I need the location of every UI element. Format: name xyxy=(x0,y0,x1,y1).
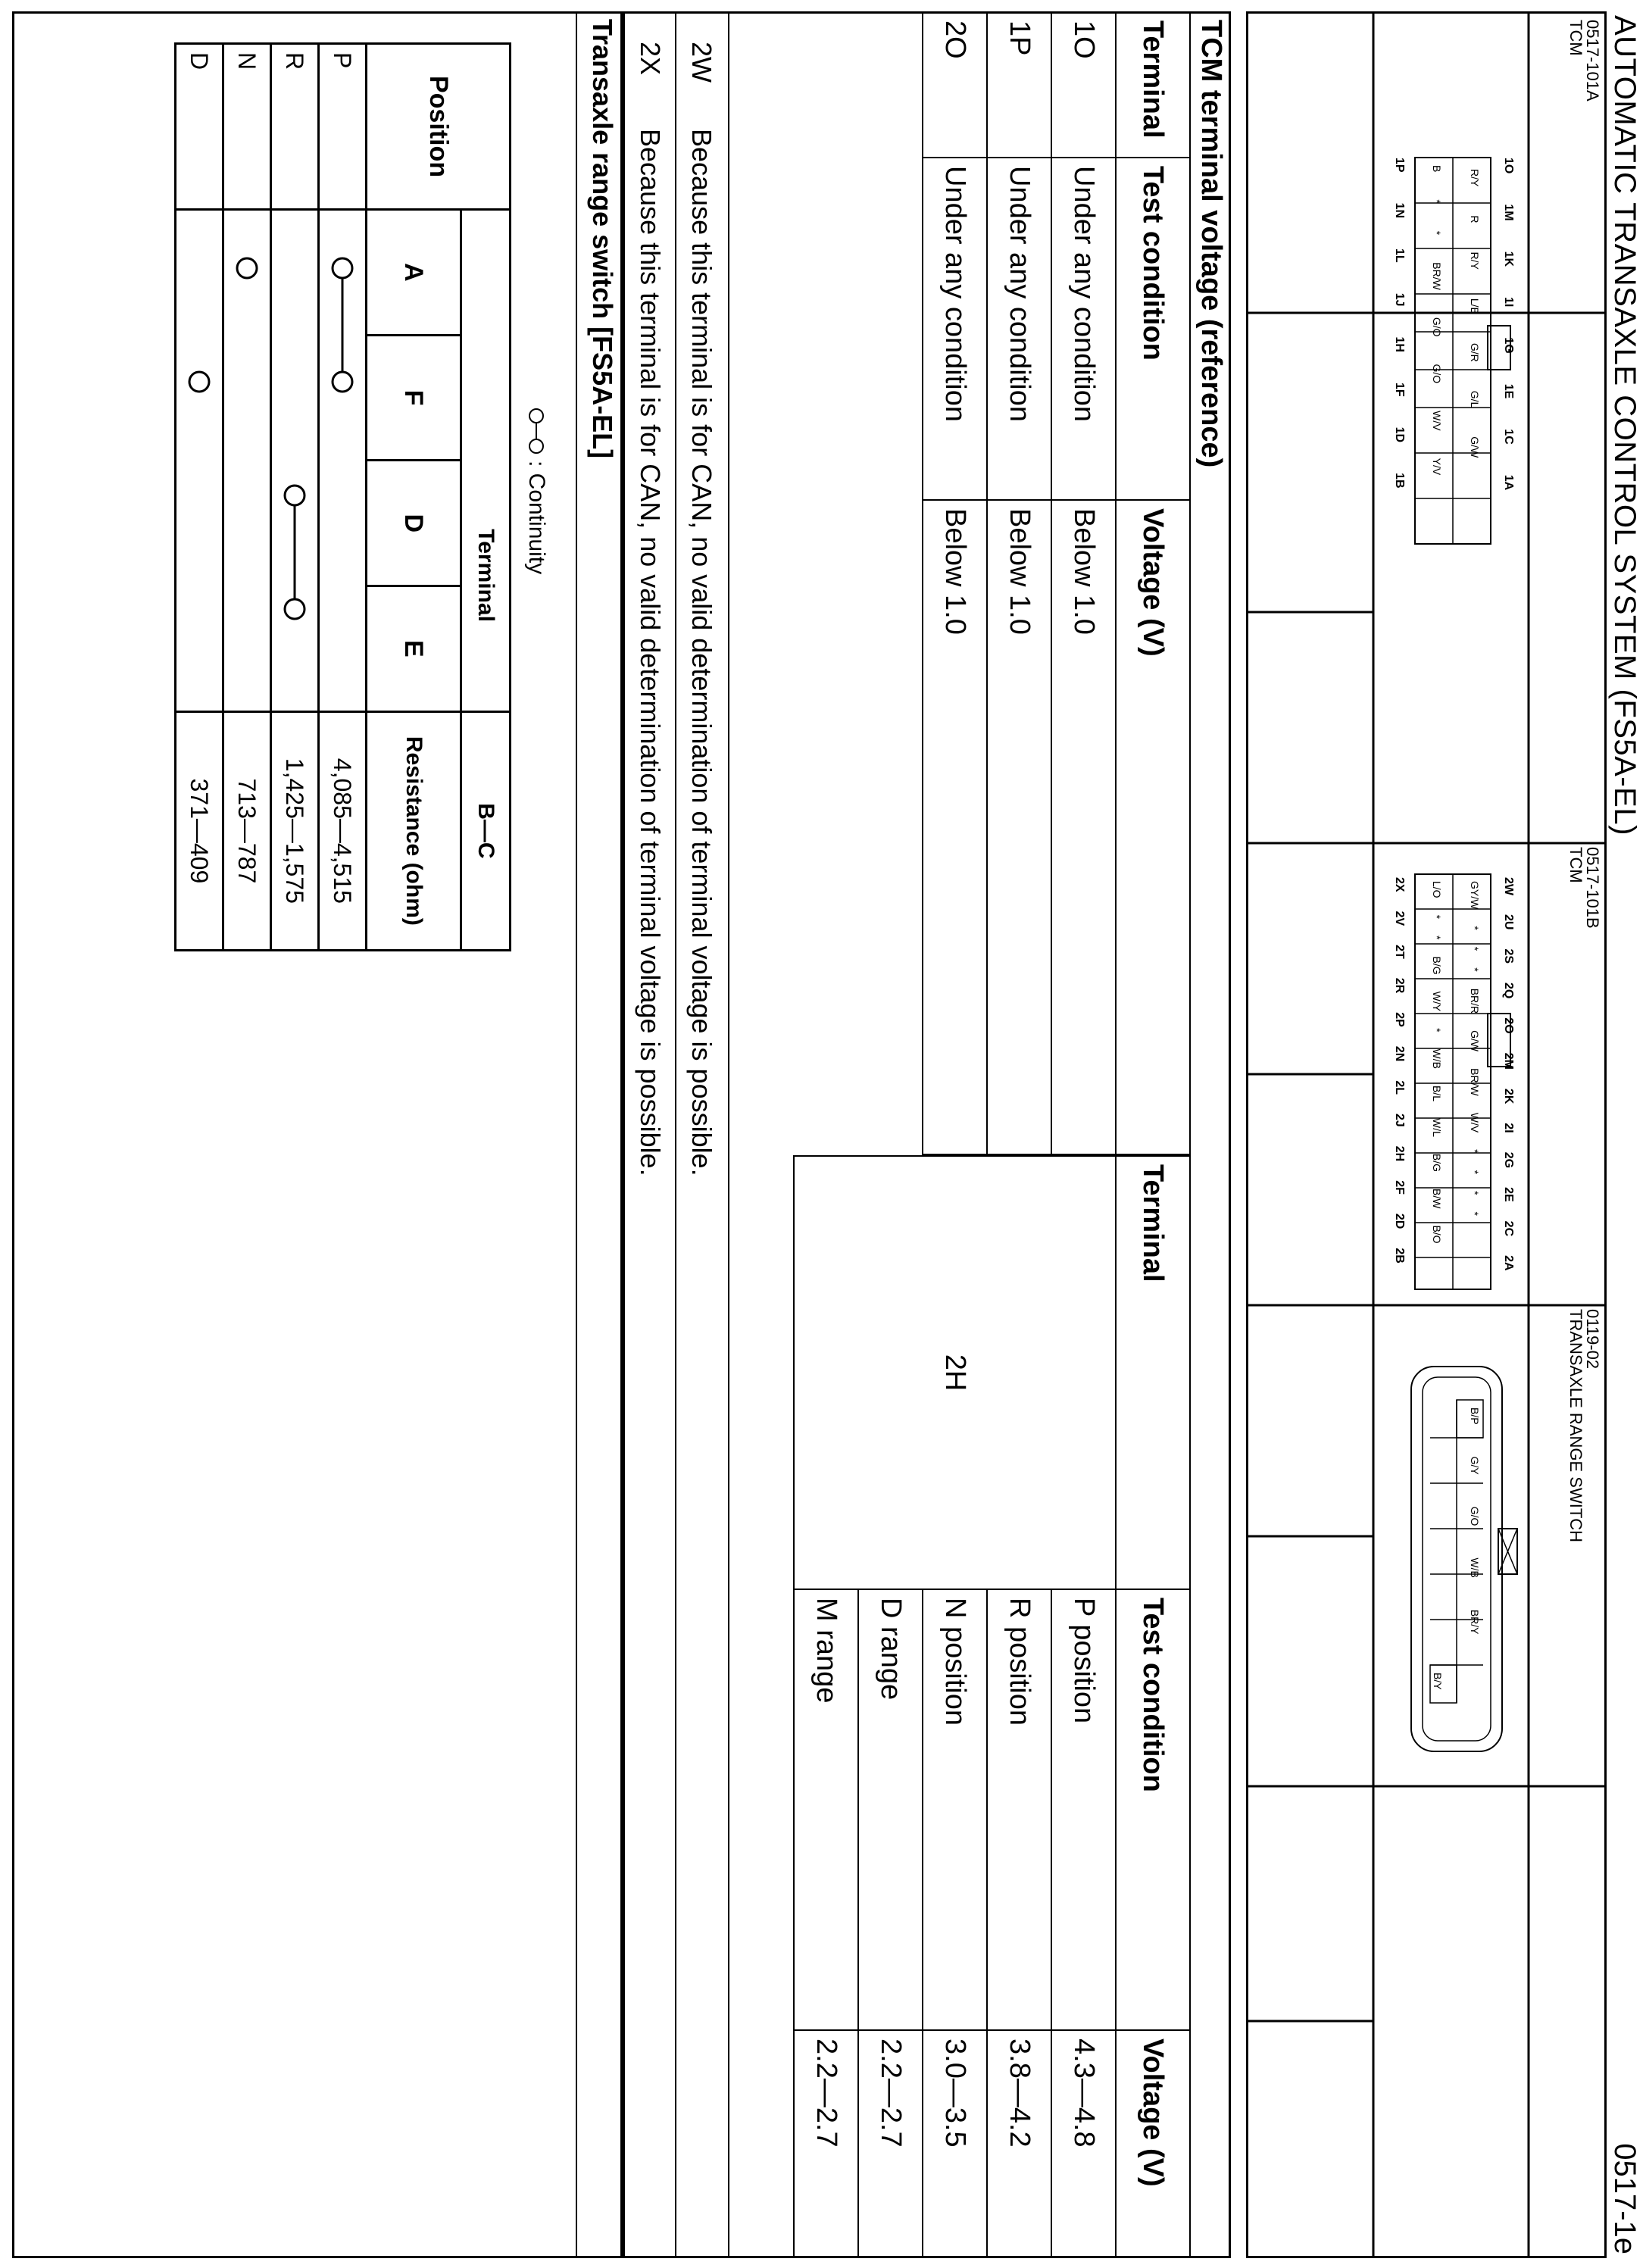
pin-label: 2S xyxy=(1502,948,1515,964)
pin-label: 1I xyxy=(1502,297,1515,308)
condition-cell: Under any condition xyxy=(987,158,1051,500)
tcm-a-bottom-wires xyxy=(1431,165,1443,475)
range-switch-code: 0119-02 xyxy=(1583,1309,1602,1370)
note-row xyxy=(622,11,676,2256)
wire-color: B/W xyxy=(1431,1189,1443,1209)
wire-color: * xyxy=(1431,914,1443,920)
pin-label: 2U xyxy=(1502,914,1515,930)
continuity-cell xyxy=(271,210,319,712)
wire-color: BR/W xyxy=(1469,1068,1481,1096)
position-cell: P xyxy=(319,44,367,210)
table-row xyxy=(319,44,367,951)
resistance-cell: 713—787 xyxy=(223,711,271,950)
wire-color: B/G xyxy=(1431,956,1443,975)
condition-cell: R position xyxy=(987,1589,1051,2030)
resistance-header-top: B—C xyxy=(461,711,511,950)
pin-label: 2L xyxy=(1393,1080,1406,1095)
table-row xyxy=(223,44,271,951)
pin-label: 1G xyxy=(1502,337,1515,354)
voltage-cell: Below 1.0 xyxy=(923,500,987,1154)
condition-cell: D range xyxy=(858,1589,923,2030)
pin-label: 1D xyxy=(1393,426,1406,443)
resistance-cell: 1,425—1,575 xyxy=(271,711,319,950)
pin-label: 2C xyxy=(1502,1220,1515,1237)
pin-label: 2D xyxy=(1393,1213,1406,1229)
pin-label: 1A xyxy=(1502,474,1515,491)
pin-label: 2I xyxy=(1502,1123,1515,1133)
pin-label: 1C xyxy=(1502,429,1515,445)
wire-color: Y/V xyxy=(1431,458,1443,476)
table-row xyxy=(987,12,1051,1154)
pin-label: 2K xyxy=(1502,1088,1515,1104)
column-header: Voltage (V) xyxy=(1116,500,1190,1154)
range-title-bar xyxy=(576,11,625,2256)
continuity-cell xyxy=(176,210,223,712)
wire-color: G/L xyxy=(1469,390,1481,408)
pin-label: 1H xyxy=(1393,336,1406,352)
wire-color: G/R xyxy=(1469,342,1481,362)
note-text: Because this terminal is for CAN, no valid determination of terminal voltage is possible. xyxy=(635,129,666,1176)
pin-label: 2G xyxy=(1502,1151,1515,1169)
range-switch-top-wires xyxy=(1469,1407,1481,1635)
table-row xyxy=(923,12,987,1154)
table-row xyxy=(176,44,223,951)
wire-color: W/L xyxy=(1431,1117,1443,1137)
pin-label: 1F xyxy=(1393,382,1406,397)
pin-label: 2R xyxy=(1393,977,1406,994)
condition-cell: Under any condition xyxy=(1051,158,1116,500)
tcm-a-top-wires xyxy=(1469,169,1481,458)
continuity-mark-p xyxy=(323,211,361,666)
pin-label: 2M xyxy=(1502,1052,1515,1070)
pin-label: 1N xyxy=(1393,202,1406,219)
pin-label: 2B xyxy=(1393,1248,1406,1264)
wire-color: W/V xyxy=(1469,1112,1481,1133)
condition-cell: N position xyxy=(923,1589,987,2030)
terminal-col-header: A xyxy=(367,210,461,336)
table-header-row xyxy=(1116,12,1190,1154)
tcm-b-bottom-pins xyxy=(1392,877,1406,1264)
voltage-right-table xyxy=(793,1155,1191,2258)
continuity-cell xyxy=(223,210,271,712)
tcm-a-top-pins xyxy=(1501,158,1515,490)
wire-color: R/Y xyxy=(1469,169,1481,187)
tcm-b-top-pins xyxy=(1501,877,1515,1271)
note-row xyxy=(675,11,729,2256)
wire-color: B xyxy=(1431,165,1443,173)
wire-color: * xyxy=(1469,1191,1481,1195)
continuity-mark-n xyxy=(228,211,266,666)
condition-cell: M range xyxy=(794,1589,858,2030)
wire-color: G/O xyxy=(1431,317,1443,337)
page-code: 0517-1e xyxy=(1608,2143,1641,2254)
wire-color: W/Y xyxy=(1431,991,1443,1012)
voltage-cell: 2.2—2.7 xyxy=(794,2030,858,2257)
wire-color: * xyxy=(1431,199,1443,204)
tcm-a-bottom-pins xyxy=(1392,158,1406,489)
pin-label: 2Q xyxy=(1502,982,1515,999)
continuity-mark-d xyxy=(180,211,218,666)
note-terminal: 2W xyxy=(686,42,717,83)
wire-color: GY/W xyxy=(1469,881,1481,910)
terminal-header: Terminal xyxy=(461,210,511,712)
wire-color: * xyxy=(1469,1149,1481,1154)
voltage-left-table xyxy=(922,11,1191,1155)
wire-color: * xyxy=(1431,1028,1443,1032)
tcm-voltage-section xyxy=(620,11,1231,2258)
pin-label: 2V xyxy=(1393,911,1406,926)
range-switch-table xyxy=(174,42,511,951)
wire-color: R xyxy=(1469,215,1481,223)
note-text: Because this terminal is for CAN, no valid determination of terminal voltage is possible. xyxy=(686,129,717,1176)
condition-cell: P position xyxy=(1051,1589,1116,2030)
terminal-col-header: D xyxy=(367,461,461,586)
tcm-b-bottom-wires xyxy=(1431,881,1443,1244)
tcm-b-code: 0517-101B xyxy=(1583,847,1602,929)
voltage-cell: 2.2—2.7 xyxy=(858,2030,923,2257)
pin-label: 2E xyxy=(1502,1187,1515,1202)
column-header: Terminal xyxy=(1116,1156,1190,1589)
range-switch-bottom-wires xyxy=(1432,1673,1444,1690)
resistance-cell: 371—409 xyxy=(176,711,223,950)
can-notes xyxy=(623,11,729,2256)
wire-color: * xyxy=(1469,1211,1481,1216)
table-row xyxy=(1051,12,1116,1154)
page-title: AUTOMATIC TRANSAXLE CONTROL SYSTEM (FS5A-EL) xyxy=(1608,15,1641,836)
pin-label: 2N xyxy=(1393,1045,1406,1062)
pin-label: 2X xyxy=(1393,877,1406,892)
wire-color: BR/W xyxy=(1431,262,1443,290)
voltage-cell: 3.0—3.5 xyxy=(923,2030,987,2257)
wire-color: B/P xyxy=(1469,1407,1481,1425)
table-header-row xyxy=(461,44,511,951)
range-section-title: Transaxle range switch [FS5A-EL] xyxy=(587,19,618,459)
position-header: Position xyxy=(367,44,511,210)
wire-color: B/L xyxy=(1431,1085,1443,1101)
tcm-a-name: TCM xyxy=(1566,20,1585,56)
wire-color: B/O xyxy=(1431,1225,1443,1244)
column-header: Test condition xyxy=(1116,158,1190,500)
pin-label: 2A xyxy=(1502,1255,1515,1271)
terminal-cell: 1O xyxy=(1051,12,1116,158)
wire-color: L/B xyxy=(1469,298,1481,314)
note-terminal: 2X xyxy=(635,42,666,76)
pin-label: 2P xyxy=(1393,1012,1406,1027)
wire-color: * xyxy=(1431,936,1443,940)
voltage-cell: Below 1.0 xyxy=(987,500,1051,1154)
pin-label: 1B xyxy=(1393,473,1406,489)
wire-color: W/V xyxy=(1431,411,1443,431)
voltage-cell: Below 1.0 xyxy=(1051,500,1116,1154)
pin-label: 1P xyxy=(1393,158,1406,173)
wire-color: G/W xyxy=(1469,436,1481,458)
wire-color: * xyxy=(1469,1170,1481,1175)
tcm-b-top-wires xyxy=(1469,881,1481,1216)
pin-label: 1M xyxy=(1502,204,1515,221)
pin-label: 2H xyxy=(1393,1145,1406,1162)
terminal-col-header: E xyxy=(367,586,461,712)
connector-strip xyxy=(1246,11,1607,2258)
resistance-cell: 4,085—4,515 xyxy=(319,711,367,950)
tcm-a-code: 0517-101A xyxy=(1583,20,1602,102)
pin-label: 1L xyxy=(1393,248,1406,263)
pin-label: 2O xyxy=(1502,1017,1515,1034)
wire-color: L/O xyxy=(1431,881,1443,898)
continuity-legend xyxy=(523,408,549,574)
pin-label: 2F xyxy=(1393,1180,1406,1195)
position-cell: N xyxy=(223,44,271,210)
wire-color: BR/R xyxy=(1469,988,1481,1014)
table-row xyxy=(271,44,319,951)
terminal-cell: 2H xyxy=(794,1156,1116,1589)
continuity-cell xyxy=(319,210,367,712)
terminal-cell: 2O xyxy=(923,12,987,158)
condition-cell: Under any condition xyxy=(923,158,987,500)
table-row xyxy=(1051,1156,1116,2257)
voltage-cell: 4.3—4.8 xyxy=(1051,2030,1116,2257)
legend-text: : Continuity xyxy=(524,461,549,575)
range-switch-connector-diagram xyxy=(1381,1362,1525,1756)
voltage-section-title: TCM terminal voltage (reference) xyxy=(1195,20,1227,468)
wire-color: G/Y xyxy=(1469,1456,1481,1475)
range-switch-name: TRANSAXLE RANGE SWITCH xyxy=(1566,1309,1585,1543)
pin-label: 2J xyxy=(1393,1113,1406,1127)
wire-color: G/W xyxy=(1469,1030,1481,1052)
wire-color: * xyxy=(1469,926,1481,930)
wire-color: W/B xyxy=(1431,1048,1443,1069)
column-header: Test condition xyxy=(1116,1589,1190,2030)
resistance-header-bottom: Resistance (ohm) xyxy=(367,711,461,950)
wire-color: B/G xyxy=(1431,1153,1443,1172)
pin-label: 2T xyxy=(1393,945,1406,959)
wire-color: G/O xyxy=(1469,1506,1481,1526)
column-header: Voltage (V) xyxy=(1116,2030,1190,2257)
continuity-symbol-icon xyxy=(527,408,545,455)
pin-label: 1J xyxy=(1393,292,1406,307)
terminal-col-header: F xyxy=(367,335,461,461)
terminal-cell: 1P xyxy=(987,12,1051,158)
pin-label: 1K xyxy=(1502,251,1515,267)
wire-color: * xyxy=(1431,230,1443,236)
position-cell: R xyxy=(271,44,319,210)
table-header-row xyxy=(1116,1156,1190,2257)
range-switch-section xyxy=(12,11,625,2258)
voltage-cell: 3.8—4.2 xyxy=(987,2030,1051,2257)
pin-label: 2W xyxy=(1502,877,1515,895)
wire-color: G/O xyxy=(1431,364,1443,384)
wire-color: BR/Y xyxy=(1469,1609,1481,1635)
position-cell: D xyxy=(176,44,223,210)
wire-color: W/B xyxy=(1469,1557,1481,1578)
wire-color: B/Y xyxy=(1432,1673,1444,1690)
tcm-b-name: TCM xyxy=(1566,847,1585,883)
wire-color: R/Y xyxy=(1469,251,1481,270)
column-header: Terminal xyxy=(1116,12,1190,158)
pin-label: 1E xyxy=(1502,383,1515,399)
wire-color: * xyxy=(1469,967,1481,972)
wire-color: * xyxy=(1469,946,1481,951)
continuity-mark-r xyxy=(276,211,314,666)
pin-label: 1O xyxy=(1502,158,1515,174)
